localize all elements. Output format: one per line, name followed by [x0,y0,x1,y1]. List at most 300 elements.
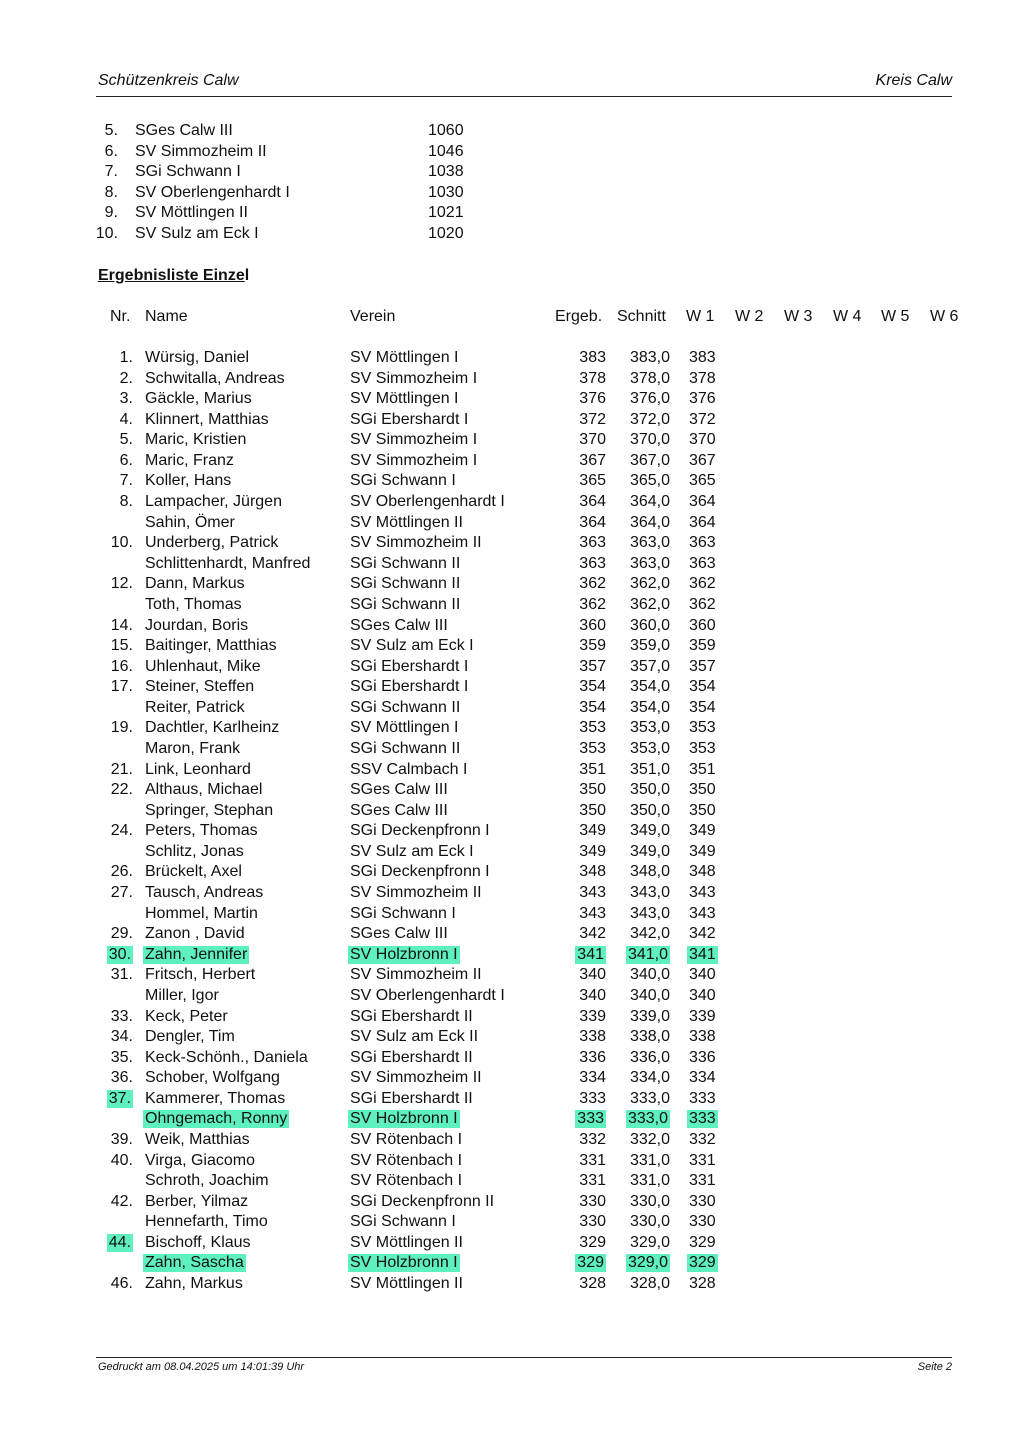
result-club: SGi Schwann I [350,472,456,490]
result-average: 353,0 [629,739,670,757]
result-w1: 378 [689,369,716,387]
result-club: SV Holzbronn I [350,945,458,963]
result-row [0,925,1024,946]
result-average: 349,0 [629,842,670,860]
result-total: 372 [579,410,606,428]
team-points: 1046 [428,142,464,160]
result-average: 363,0 [629,534,670,552]
result-row [0,575,1024,596]
result-club: SGi Deckenpfronn I [350,863,490,881]
result-name: Zahn, Markus [145,1275,243,1293]
result-total: 364 [579,513,606,531]
result-w1: 339 [689,1007,716,1025]
result-average: 367,0 [629,451,670,469]
result-name: Gäckle, Marius [145,390,252,408]
result-club: SV Simmozheim I [350,369,478,387]
result-w1: 340 [689,986,716,1004]
result-total: 328 [579,1275,606,1293]
team-results-list [0,122,1024,246]
result-row [0,472,1024,493]
result-row [0,411,1024,432]
result-row [0,740,1024,761]
result-rank: 26. [110,863,133,881]
result-row [0,370,1024,391]
result-row [0,1152,1024,1173]
result-row [0,884,1024,905]
result-average: 331,0 [629,1151,670,1169]
result-row [0,452,1024,473]
result-total: 338 [579,1028,606,1046]
result-name: Hommel, Martin [145,904,258,922]
footer-page-number: Seite 2 [917,1361,952,1373]
result-name: Baitinger, Matthias [145,637,277,655]
result-rank: 4. [119,410,133,428]
result-club: SGes Calw III [350,781,448,799]
result-rank: 40. [110,1151,133,1169]
result-w1: 331 [689,1151,716,1169]
result-average: 341,0 [627,945,668,963]
result-row [0,822,1024,843]
result-w1: 349 [689,842,716,860]
result-row [0,1110,1024,1131]
result-w1: 343 [689,904,716,922]
result-total: 341 [577,945,604,963]
result-total: 330 [579,1213,606,1231]
result-row [0,658,1024,679]
result-name: Zahn, Sascha [145,1254,244,1272]
result-total: 351 [579,760,606,778]
result-club: SV Rötenbach I [350,1151,463,1169]
result-w1: 372 [689,410,716,428]
result-rank: 36. [110,1069,133,1087]
team-name: SV Simmozheim II [135,142,267,160]
result-club: SV Oberlengenhardt I [350,493,505,511]
result-total: 357 [579,657,606,675]
result-row [0,678,1024,699]
result-row [0,349,1024,370]
result-row [0,802,1024,823]
result-name: Dengler, Tim [145,1028,235,1046]
result-name: Zahn, Jennifer [145,945,248,963]
result-rank: 6. [119,451,133,469]
result-rank: 1. [119,349,133,366]
result-row [0,719,1024,740]
result-w1: 343 [689,884,716,902]
result-total: 329 [577,1254,604,1272]
team-rank: 9. [104,204,118,222]
result-total: 340 [579,986,606,1004]
result-average: 334,0 [629,1069,670,1087]
result-w1: 348 [689,863,716,881]
header-right: Kreis Calw [875,72,952,89]
result-total: 333 [577,1110,604,1128]
result-w1: 362 [689,575,716,593]
result-name: Weik, Matthias [145,1130,250,1148]
team-rank: 8. [104,183,118,201]
result-w1: 340 [689,966,716,984]
result-w1: 362 [689,595,716,613]
result-average: 360,0 [629,616,670,634]
result-club: SV Möttlingen I [350,349,459,366]
result-club: SGi Schwann II [350,554,461,572]
result-rank: 7. [119,472,133,490]
result-row [0,1234,1024,1255]
result-w1: 329 [689,1254,716,1272]
result-w1: 351 [689,760,716,778]
result-average: 340,0 [629,966,670,984]
result-name: Schwitalla, Andreas [145,369,285,387]
team-rank: 10. [95,224,118,242]
result-w1: 333 [689,1089,716,1107]
result-club: SGi Schwann II [350,595,461,613]
result-total: 378 [579,369,606,387]
header-divider [96,96,952,97]
result-club: SGes Calw III [350,616,448,634]
result-row [0,863,1024,884]
result-name: Reiter, Patrick [145,698,245,716]
result-club: SGi Schwann II [350,698,461,716]
result-name: Sahin, Ömer [145,513,235,531]
result-average: 372,0 [629,410,670,428]
result-name: Virga, Giacomo [145,1151,255,1169]
result-w1: 363 [689,554,716,572]
result-row [0,1193,1024,1214]
result-average: 329,0 [629,1233,670,1251]
result-average: 378,0 [629,369,670,387]
result-average: 354,0 [629,678,670,696]
result-rank: 16. [110,657,133,675]
result-row [0,1172,1024,1193]
team-rank: 7. [104,163,118,181]
result-w1: 383 [689,349,716,366]
result-average: 350,0 [629,781,670,799]
result-average: 370,0 [629,431,670,449]
result-rank: 3. [119,390,133,408]
result-name: Bischoff, Klaus [145,1233,251,1251]
result-row [0,1131,1024,1152]
result-club: SGi Schwann I [350,904,456,922]
result-total: 330 [579,1192,606,1210]
result-rank: 14. [110,616,133,634]
result-w1: 359 [689,637,716,655]
result-row [0,905,1024,926]
result-total: 365 [579,472,606,490]
result-name: Keck, Peter [145,1007,228,1025]
col-header-nr: Nr. [110,308,131,325]
result-club: SGi Ebershardt I [350,410,469,428]
result-average: 357,0 [629,657,670,675]
result-total: 353 [579,719,606,737]
result-total: 329 [579,1233,606,1251]
result-row [0,534,1024,555]
result-name: Miller, Igor [145,986,219,1004]
team-points: 1021 [428,204,464,222]
result-average: 331,0 [629,1172,670,1190]
result-w1: 330 [689,1192,716,1210]
result-average: 376,0 [629,390,670,408]
result-w1: 367 [689,451,716,469]
result-total: 363 [579,554,606,572]
result-w1: 350 [689,801,716,819]
result-club: SV Rötenbach I [350,1172,463,1190]
result-average: 336,0 [629,1048,670,1066]
result-average: 365,0 [629,472,670,490]
result-total: 360 [579,616,606,634]
result-total: 340 [579,966,606,984]
result-w1: 333 [689,1110,716,1128]
result-name: Maric, Kristien [145,431,247,449]
section-title-underlined: Ergebnisliste Einze [98,267,245,284]
result-club: SGi Schwann II [350,739,461,757]
result-average: 383,0 [629,349,670,366]
result-w1: 329 [689,1233,716,1251]
section-title-rest: l [244,267,250,284]
result-row [0,699,1024,720]
result-row [0,1008,1024,1029]
team-points: 1020 [428,224,464,242]
result-rank: 44. [108,1233,131,1251]
result-row [0,617,1024,638]
result-club: SV Holzbronn I [350,1110,458,1128]
result-average: 362,0 [629,595,670,613]
result-average: 333,0 [629,1089,670,1107]
result-rank: 17. [110,678,133,696]
result-row [0,493,1024,514]
team-points: 1030 [428,183,464,201]
col-header-result: Ergeb. [555,308,603,325]
result-club: SGes Calw III [350,801,448,819]
team-rank: 5. [104,122,118,139]
result-club: SSV Calmbach I [350,760,468,778]
result-average: 343,0 [629,904,670,922]
result-w1: 376 [689,390,716,408]
result-club: SV Sulz am Eck II [350,1028,479,1046]
result-club: SGi Ebershardt II [350,1089,473,1107]
result-club: SV Simmozheim I [350,431,478,449]
result-average: 350,0 [629,801,670,819]
result-average: 329,0 [627,1254,668,1272]
result-name: Althaus, Michael [145,781,263,799]
result-rank: 42. [110,1192,133,1210]
result-w1: 342 [689,925,716,943]
col-header-average: Schnitt [617,308,666,325]
result-w1: 353 [689,739,716,757]
result-club: SV Rötenbach I [350,1130,463,1148]
result-row [0,555,1024,576]
result-name: Maron, Frank [145,739,241,757]
result-row [0,390,1024,411]
result-row [0,1275,1024,1296]
result-w1: 360 [689,616,716,634]
col-header-w2: W 2 [735,308,764,325]
result-w1: 364 [689,513,716,531]
result-name: Tausch, Andreas [145,884,264,902]
result-name: Springer, Stephan [145,801,274,819]
col-header-w5: W 5 [881,308,910,325]
result-total: 353 [579,739,606,757]
result-club: SGi Schwann I [350,1213,456,1231]
result-row [0,596,1024,617]
result-club: SV Möttlingen II [350,1233,463,1251]
result-average: 354,0 [629,698,670,716]
result-w1: 354 [689,678,716,696]
footer-divider [96,1357,952,1358]
result-row [0,1028,1024,1049]
result-club: SGi Deckenpfronn I [350,822,490,840]
result-w1: 330 [689,1213,716,1231]
team-name: SGi Schwann I [135,163,241,181]
result-total: 354 [579,678,606,696]
result-club: SGes Calw III [350,925,448,943]
result-row [0,1069,1024,1090]
result-row [0,514,1024,535]
result-total: 334 [579,1069,606,1087]
col-header-club: Verein [350,308,396,325]
result-average: 364,0 [629,513,670,531]
result-average: 328,0 [629,1275,670,1293]
result-total: 333 [579,1089,606,1107]
result-name: Underberg, Patrick [145,534,279,552]
result-rank: 39. [110,1130,133,1148]
result-total: 362 [579,595,606,613]
result-row [0,987,1024,1008]
result-club: SGi Schwann II [350,575,461,593]
individual-results-list [0,349,1024,1296]
result-club: SV Simmozheim II [350,884,482,902]
result-total: 362 [579,575,606,593]
result-average: 339,0 [629,1007,670,1025]
result-w1: 349 [689,822,716,840]
result-rank: 37. [108,1089,131,1107]
team-row [0,225,1024,246]
result-name: Lampacher, Jürgen [145,493,282,511]
result-rank: 34. [110,1028,133,1046]
result-w1: 341 [689,945,716,963]
result-total: 331 [579,1151,606,1169]
result-name: Dann, Markus [145,575,245,593]
result-club: SV Simmozheim II [350,1069,482,1087]
col-header-w1: W 1 [686,308,715,325]
result-total: 349 [579,822,606,840]
result-name: Klinnert, Matthias [145,410,269,428]
result-club: SV Simmozheim I [350,451,478,469]
result-average: 332,0 [629,1130,670,1148]
result-total: 354 [579,698,606,716]
result-club: SV Möttlingen II [350,1275,463,1293]
result-club: SV Simmozheim II [350,966,482,984]
result-average: 330,0 [629,1213,670,1231]
result-name: Keck-Schönh., Daniela [145,1048,308,1066]
result-name: Hennefarth, Timo [145,1213,268,1231]
result-average: 351,0 [629,760,670,778]
team-row [0,184,1024,205]
result-w1: 338 [689,1028,716,1046]
result-rank: 5. [119,431,133,449]
result-total: 364 [579,493,606,511]
section-title [98,267,249,285]
result-average: 343,0 [629,884,670,902]
result-club: SV Simmozheim II [350,534,482,552]
team-points: 1060 [428,122,464,139]
result-average: 338,0 [629,1028,670,1046]
result-w1: 334 [689,1069,716,1087]
result-w1: 364 [689,493,716,511]
result-club: SV Oberlengenhardt I [350,986,505,1004]
result-rank: 46. [110,1275,133,1293]
result-club: SGi Deckenpfronn II [350,1192,495,1210]
result-name: Brückelt, Axel [145,863,242,881]
result-w1: 350 [689,781,716,799]
result-rank: 21. [110,760,133,778]
result-name: Berber, Yilmaz [145,1192,249,1210]
result-w1: 336 [689,1048,716,1066]
result-name: Dachtler, Karlheinz [145,719,280,737]
footer-printed-date: Gedruckt am 08.04.2025 um 14:01:39 Uhr [98,1361,305,1373]
result-name: Jourdan, Boris [145,616,249,634]
result-average: 348,0 [629,863,670,881]
team-row [0,122,1024,143]
result-club: SV Holzbronn I [350,1254,458,1272]
result-club: SV Möttlingen I [350,390,459,408]
result-total: 343 [579,904,606,922]
result-total: 367 [579,451,606,469]
result-rank: 2. [119,369,133,387]
result-w1: 328 [689,1275,716,1293]
result-club: SGi Ebershardt I [350,678,469,696]
result-rank: 22. [110,781,133,799]
result-club: SV Sulz am Eck I [350,637,474,655]
result-rank: 33. [110,1007,133,1025]
result-name: Zanon , David [145,925,245,943]
result-name: Schlitz, Jonas [145,842,244,860]
col-header-w4: W 4 [833,308,862,325]
team-name: SV Möttlingen II [135,204,248,222]
team-row [0,204,1024,225]
result-name: Steiner, Steffen [145,678,255,696]
result-average: 333,0 [627,1110,668,1128]
result-rank: 8. [119,493,133,511]
result-total: 348 [579,863,606,881]
result-w1: 363 [689,534,716,552]
result-total: 332 [579,1130,606,1148]
result-average: 363,0 [629,554,670,572]
header-left: Schützenkreis Calw [98,72,239,89]
result-name: Maric, Franz [145,451,234,469]
result-rank: 31. [110,966,133,984]
result-club: SV Sulz am Eck I [350,842,474,860]
result-total: 363 [579,534,606,552]
result-total: 336 [579,1048,606,1066]
result-name: Koller, Hans [145,472,232,490]
result-rank: 30. [108,945,131,963]
result-rank: 24. [110,822,133,840]
result-name: Uhlenhaut, Mike [145,657,261,675]
result-name: Schroth, Joachim [145,1172,269,1190]
result-rank: 35. [110,1048,133,1066]
result-total: 350 [579,781,606,799]
result-row [0,761,1024,782]
result-row [0,1254,1024,1275]
result-name: Kammerer, Thomas [145,1089,286,1107]
result-total: 339 [579,1007,606,1025]
result-average: 362,0 [629,575,670,593]
result-average: 330,0 [629,1192,670,1210]
team-points: 1038 [428,163,464,181]
result-total: 343 [579,884,606,902]
result-total: 359 [579,637,606,655]
result-w1: 332 [689,1130,716,1148]
result-total: 331 [579,1172,606,1190]
